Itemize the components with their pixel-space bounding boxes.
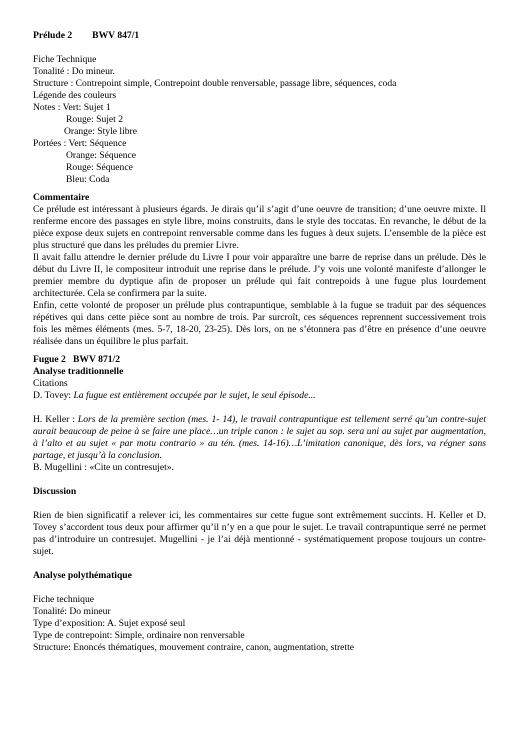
analyse-polythematique: Analyse polythématique <box>33 570 132 581</box>
mugellini-citation: B. Mugellini : «Cite un contresujet». <box>33 462 174 473</box>
prelude-bwv: BWV 847/1 <box>92 30 140 41</box>
prelude-title: Prélude 2 <box>33 30 73 41</box>
fiche-title: Fiche Technique <box>33 54 97 65</box>
commentaire-section <box>33 192 486 348</box>
fiche-tonalite: Tonalité : Do mineur. <box>33 66 115 77</box>
tovey-quote: La fugue est entièrement occupée par le sujet, le seul épisode... <box>73 390 316 401</box>
tovey-citation <box>33 390 486 402</box>
analyse-traditionnelle: Analyse traditionnelle <box>33 366 124 377</box>
prelude-heading <box>33 30 486 42</box>
portees-rouge: Rouge: Séquence <box>66 162 133 173</box>
fiche-structure: Structure : Contrepoint simple, Contrepoint double renversable, passage libre, séquences, coda <box>33 78 397 89</box>
commentaire-paragraph-1: Ce prélude est intéressant à plusieurs égards. Je dirais qu’il s’agit d’une oeuvre de transition; d’une oeuvre mixte. Il renferme encore des passages en style libre, moins construits, dans le style des toccatas. En revanche, le début de la pièce expose deux sujets en contrepoint renversable comme dans les fugues à deux sujets. L’ensemble de la pièce est plus structuré que dans les préludes du premier Livre. <box>33 204 486 251</box>
prelude-fiche-technique <box>33 54 486 186</box>
keller-name: H. Keller : <box>33 414 78 425</box>
commentaire-paragraph-3: Enfin, cette volonté de proposer un prélude plus contrapuntique, semblable à la fugue se traduit par des séquences répétives qui dans cette pièce sont au nombre de trois. Par surcroît, ces séquences reprennent successivement trois fois les mêmes éléments (mes. 5-7, 18-20, 23-25). Dès lors, on ne s’étonnera pas d’être en présence d’une oeuvre réalisée dans un équilibre le plus parfait. <box>33 300 486 347</box>
legende-couleurs: Légende des couleurs <box>33 90 117 101</box>
fugue-heading <box>33 354 486 366</box>
fugue-title: Fugue 2 <box>33 354 66 365</box>
tovey-name: D. Tovey: <box>33 390 74 401</box>
fugue-tonalite: Tonalité: Do mineur <box>33 606 111 617</box>
citations-label: Citations <box>33 378 68 389</box>
notes-vert: Notes : Vert: Sujet 1 <box>33 102 111 113</box>
portees-orange: Orange: Séquence <box>66 150 137 161</box>
keller-citation <box>33 414 486 462</box>
notes-orange: Orange: Style libre <box>64 126 137 137</box>
portees-vert: Portées : Vert: Séquence <box>33 138 127 149</box>
notes-rouge: Rouge: Sujet 2 <box>66 114 124 125</box>
fugue-bwv: BWV 871/2 <box>73 354 120 365</box>
commentaire-title: Commentaire <box>33 192 90 203</box>
fugue-type-contrepoint: Type de contrepoint: Simple, ordinaire non renversable <box>33 630 245 641</box>
discussion-text: Rien de bien significatif a relever ici, les commentaires sur cette fugue sont extrêmement succints. H. Keller et D. Tovey s’accordent tous deux pour affirmer qu’il n’y en a que pour le sujet. Le travail contrapuntique serré ne permet pas d’introduire un contresujet. Mugellini - je l’ai déjà mentionné - systématiquement propose toujours un contre-sujet. <box>33 510 486 557</box>
discussion-title: Discussion <box>33 486 77 497</box>
fugue-fiche: Fiche technique <box>33 594 95 605</box>
commentaire-paragraph-2: Il avait fallu attendre le dernier prélude du Livre I pour voir apparaître une barre de reprise dans un prélude. Dès le début du Livre II, le compositeur introduit une reprise dans le prélude. J’y vois une volonté manifeste d’allonger le premier membre du dyptique afin de proposer un prélude qui fait contrepoids à une fugue plus lourdement architecturée. Cela se confirmera par la suite. <box>33 252 486 299</box>
fugue-type-exposition: Type d’exposition: A. Sujet exposé seul <box>33 618 186 629</box>
keller-quote: Lors de la première section (mes. 1- 14), le travail contrapuntique est tellement serré qu’un contre-sujet aurait beaucoup de peine à se faire une place…un triple canon : le sujet au sop. sera uni au sujet par augmentation, à l’alto et au sujet « par motu contrario » au tén. (mes. 14-16)…L’imitation canonique, dès lors, va régner sans partage, et jusqu’à la conclusion. <box>33 414 486 461</box>
fugue-structure: Structure: Enoncés thématiques, mouvement contraire, canon, augmentation, strette <box>33 642 355 653</box>
portees-bleu: Bleu: Coda <box>66 174 110 185</box>
fugue-section <box>33 354 486 654</box>
